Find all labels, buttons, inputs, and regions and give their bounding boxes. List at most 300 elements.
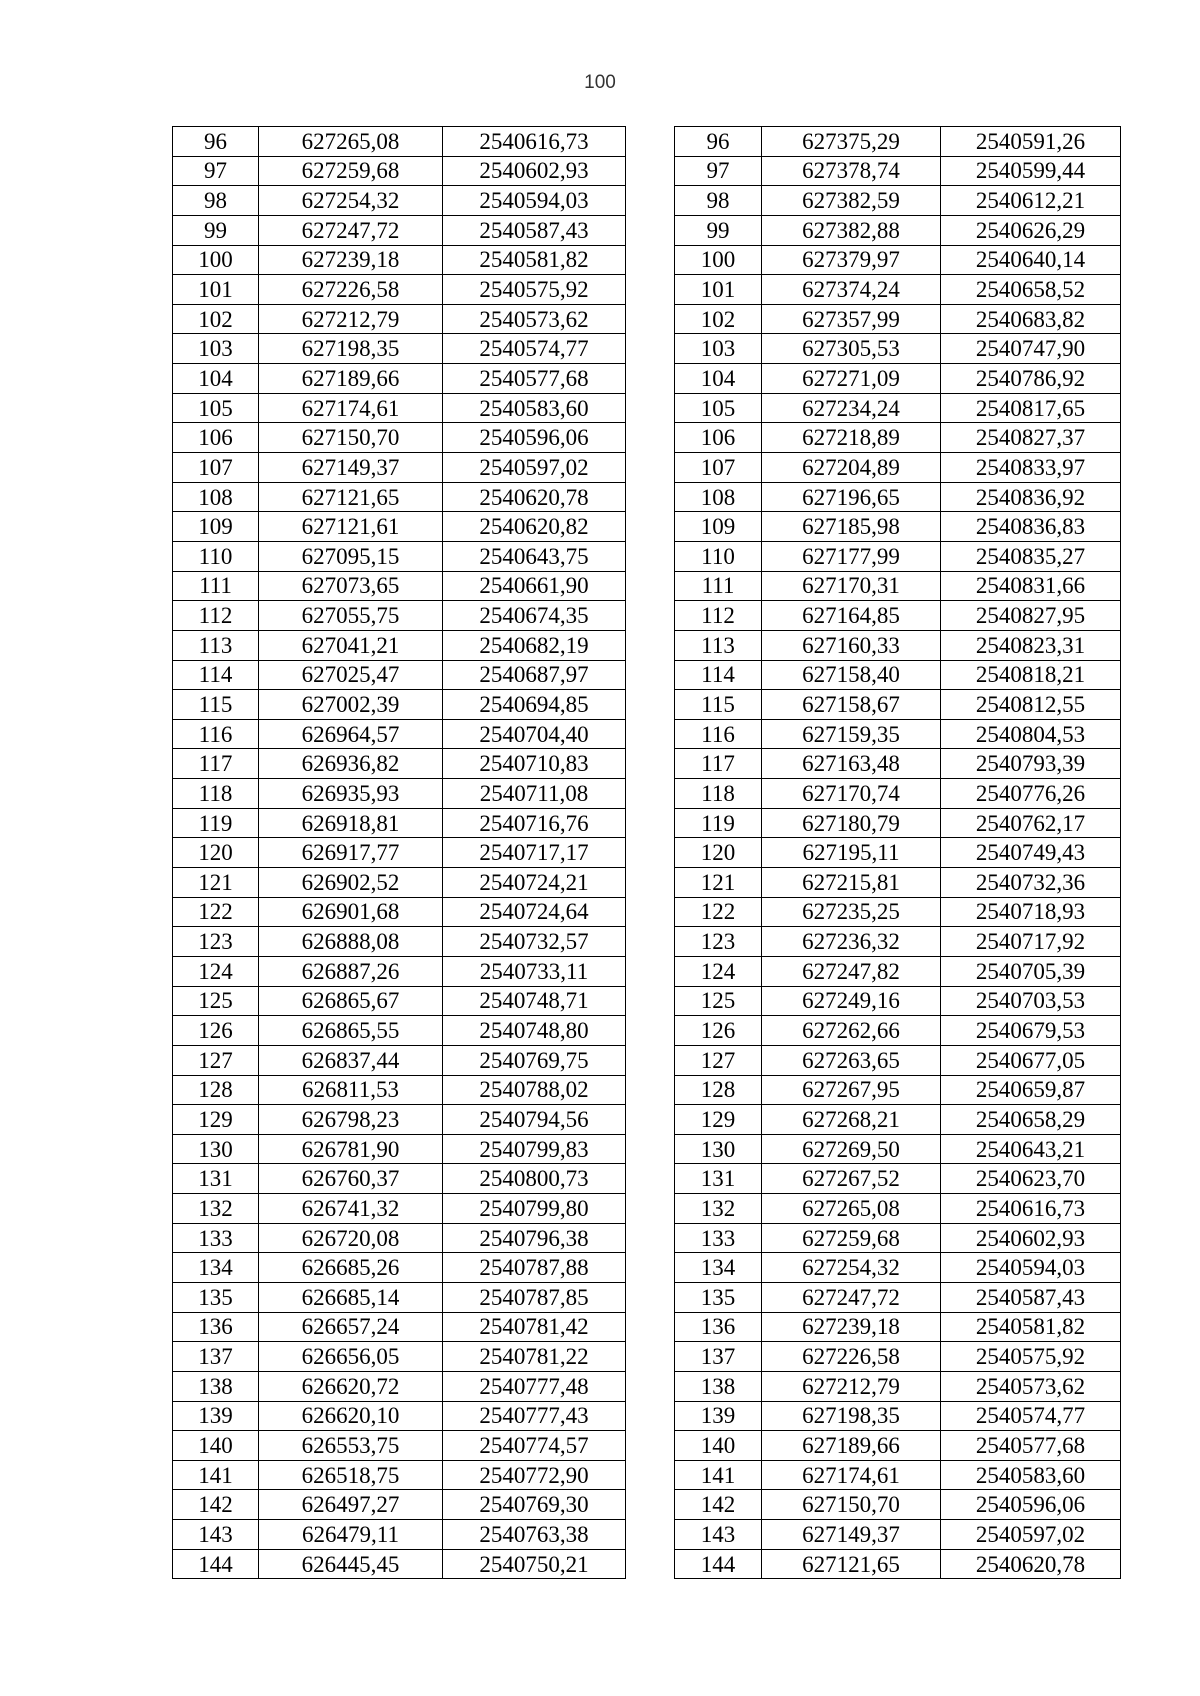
point-number-left: 112	[173, 601, 259, 631]
coordinates-table	[172, 126, 1121, 1579]
y-coordinate-left: 2540781,42	[443, 1312, 626, 1342]
column-gap	[626, 1312, 675, 1342]
column-gap	[626, 1490, 675, 1520]
y-coordinate-right: 2540683,82	[941, 304, 1121, 334]
x-coordinate-right: 627305,53	[762, 334, 941, 364]
table-row	[173, 127, 1121, 157]
x-coordinate-right: 627235,25	[762, 897, 941, 927]
x-coordinate-right: 627259,68	[762, 1223, 941, 1253]
y-coordinate-left: 2540682,19	[443, 630, 626, 660]
point-number-right: 114	[675, 660, 762, 690]
point-number-right: 132	[675, 1194, 762, 1224]
column-gap	[626, 512, 675, 542]
y-coordinate-right: 2540823,31	[941, 630, 1121, 660]
column-gap	[626, 838, 675, 868]
point-number-left: 108	[173, 482, 259, 512]
y-coordinate-left: 2540750,21	[443, 1549, 626, 1579]
x-coordinate-left: 627247,72	[259, 215, 443, 245]
x-coordinate-right: 627198,35	[762, 1401, 941, 1431]
y-coordinate-right: 2540594,03	[941, 1253, 1121, 1283]
point-number-left: 116	[173, 719, 259, 749]
point-number-right: 97	[675, 156, 762, 186]
point-number-left: 133	[173, 1223, 259, 1253]
x-coordinate-right: 627379,97	[762, 245, 941, 275]
point-number-right: 130	[675, 1134, 762, 1164]
point-number-left: 122	[173, 897, 259, 927]
y-coordinate-left: 2540710,83	[443, 749, 626, 779]
column-gap	[626, 927, 675, 957]
x-coordinate-left: 627174,61	[259, 393, 443, 423]
point-number-left: 141	[173, 1460, 259, 1490]
x-coordinate-right: 627170,31	[762, 571, 941, 601]
x-coordinate-left: 627212,79	[259, 304, 443, 334]
point-number-right: 143	[675, 1520, 762, 1550]
point-number-left: 106	[173, 423, 259, 453]
column-gap	[626, 1282, 675, 1312]
column-gap	[626, 304, 675, 334]
y-coordinate-left: 2540573,62	[443, 304, 626, 334]
x-coordinate-left: 626865,67	[259, 986, 443, 1016]
point-number-right: 127	[675, 1045, 762, 1075]
y-coordinate-left: 2540620,78	[443, 482, 626, 512]
column-gap	[626, 393, 675, 423]
x-coordinate-right: 627268,21	[762, 1105, 941, 1135]
table-row	[173, 1312, 1121, 1342]
point-number-right: 123	[675, 927, 762, 957]
y-coordinate-left: 2540717,17	[443, 838, 626, 868]
y-coordinate-right: 2540574,77	[941, 1401, 1121, 1431]
column-gap	[626, 1075, 675, 1105]
point-number-right: 133	[675, 1223, 762, 1253]
y-coordinate-left: 2540704,40	[443, 719, 626, 749]
table-row	[173, 630, 1121, 660]
table-row	[173, 1460, 1121, 1490]
x-coordinate-right: 627247,72	[762, 1282, 941, 1312]
point-number-right: 104	[675, 364, 762, 394]
y-coordinate-right: 2540602,93	[941, 1223, 1121, 1253]
table-row	[173, 808, 1121, 838]
point-number-left: 127	[173, 1045, 259, 1075]
table-row	[173, 364, 1121, 394]
point-number-left: 132	[173, 1194, 259, 1224]
point-number-right: 108	[675, 482, 762, 512]
point-number-right: 125	[675, 986, 762, 1016]
point-number-right: 101	[675, 275, 762, 305]
x-coordinate-right: 627382,88	[762, 215, 941, 245]
column-gap	[626, 690, 675, 720]
table-row	[173, 897, 1121, 927]
y-coordinate-right: 2540717,92	[941, 927, 1121, 957]
table-row	[173, 453, 1121, 483]
x-coordinate-right: 627254,32	[762, 1253, 941, 1283]
y-coordinate-left: 2540796,38	[443, 1223, 626, 1253]
x-coordinate-right: 627378,74	[762, 156, 941, 186]
point-number-right: 118	[675, 779, 762, 809]
point-number-left: 126	[173, 1016, 259, 1046]
y-coordinate-left: 2540769,30	[443, 1490, 626, 1520]
x-coordinate-right: 627267,52	[762, 1164, 941, 1194]
column-gap	[626, 156, 675, 186]
table-row	[173, 1223, 1121, 1253]
point-number-right: 128	[675, 1075, 762, 1105]
column-gap	[626, 1371, 675, 1401]
point-number-left: 100	[173, 245, 259, 275]
x-coordinate-left: 626918,81	[259, 808, 443, 838]
column-gap	[626, 127, 675, 157]
column-gap	[626, 1164, 675, 1194]
point-number-right: 116	[675, 719, 762, 749]
y-coordinate-right: 2540812,55	[941, 690, 1121, 720]
point-number-right: 144	[675, 1549, 762, 1579]
table-row	[173, 275, 1121, 305]
table-row	[173, 1342, 1121, 1372]
point-number-right: 138	[675, 1371, 762, 1401]
point-number-left: 101	[173, 275, 259, 305]
table-row	[173, 690, 1121, 720]
table-row	[173, 1401, 1121, 1431]
point-number-left: 113	[173, 630, 259, 660]
x-coordinate-left: 627041,21	[259, 630, 443, 660]
y-coordinate-left: 2540788,02	[443, 1075, 626, 1105]
table-row	[173, 334, 1121, 364]
y-coordinate-right: 2540836,83	[941, 512, 1121, 542]
x-coordinate-right: 627265,08	[762, 1194, 941, 1224]
column-gap	[626, 541, 675, 571]
point-number-left: 125	[173, 986, 259, 1016]
point-number-left: 142	[173, 1490, 259, 1520]
point-number-right: 139	[675, 1401, 762, 1431]
y-coordinate-left: 2540781,22	[443, 1342, 626, 1372]
point-number-right: 135	[675, 1282, 762, 1312]
point-number-left: 96	[173, 127, 259, 157]
column-gap	[626, 453, 675, 483]
x-coordinate-right: 627164,85	[762, 601, 941, 631]
point-number-left: 121	[173, 868, 259, 898]
y-coordinate-right: 2540620,78	[941, 1549, 1121, 1579]
table-row	[173, 1431, 1121, 1461]
table-row	[173, 1045, 1121, 1075]
table-row	[173, 1520, 1121, 1550]
y-coordinate-right: 2540836,92	[941, 482, 1121, 512]
point-number-right: 120	[675, 838, 762, 868]
x-coordinate-right: 627196,65	[762, 482, 941, 512]
y-coordinate-right: 2540623,70	[941, 1164, 1121, 1194]
y-coordinate-right: 2540573,62	[941, 1371, 1121, 1401]
table-row	[173, 1490, 1121, 1520]
table-row	[173, 1371, 1121, 1401]
point-number-left: 144	[173, 1549, 259, 1579]
x-coordinate-right: 627195,11	[762, 838, 941, 868]
y-coordinate-left: 2540799,83	[443, 1134, 626, 1164]
y-coordinate-left: 2540661,90	[443, 571, 626, 601]
table-row	[173, 1549, 1121, 1579]
point-number-left: 118	[173, 779, 259, 809]
y-coordinate-left: 2540748,71	[443, 986, 626, 1016]
column-gap	[626, 1401, 675, 1431]
point-number-right: 134	[675, 1253, 762, 1283]
y-coordinate-left: 2540748,80	[443, 1016, 626, 1046]
x-coordinate-right: 627121,65	[762, 1549, 941, 1579]
y-coordinate-right: 2540827,95	[941, 601, 1121, 631]
y-coordinate-left: 2540777,43	[443, 1401, 626, 1431]
x-coordinate-left: 626935,93	[259, 779, 443, 809]
column-gap	[626, 1105, 675, 1135]
point-number-right: 96	[675, 127, 762, 157]
y-coordinate-right: 2540599,44	[941, 156, 1121, 186]
x-coordinate-left: 627239,18	[259, 245, 443, 275]
y-coordinate-right: 2540591,26	[941, 127, 1121, 157]
y-coordinate-right: 2540658,29	[941, 1105, 1121, 1135]
column-gap	[626, 186, 675, 216]
x-coordinate-left: 627254,32	[259, 186, 443, 216]
column-gap	[626, 956, 675, 986]
table-row	[173, 719, 1121, 749]
x-coordinate-right: 627158,67	[762, 690, 941, 720]
point-number-left: 120	[173, 838, 259, 868]
point-number-left: 109	[173, 512, 259, 542]
column-gap	[626, 897, 675, 927]
point-number-left: 105	[173, 393, 259, 423]
column-gap	[626, 245, 675, 275]
column-gap	[626, 423, 675, 453]
point-number-right: 103	[675, 334, 762, 364]
y-coordinate-right: 2540575,92	[941, 1342, 1121, 1372]
x-coordinate-left: 627226,58	[259, 275, 443, 305]
column-gap	[626, 986, 675, 1016]
y-coordinate-left: 2540732,57	[443, 927, 626, 957]
y-coordinate-left: 2540763,38	[443, 1520, 626, 1550]
point-number-left: 104	[173, 364, 259, 394]
column-gap	[626, 1431, 675, 1461]
x-coordinate-right: 627262,66	[762, 1016, 941, 1046]
table-row	[173, 571, 1121, 601]
x-coordinate-left: 626497,27	[259, 1490, 443, 1520]
x-coordinate-left: 626518,75	[259, 1460, 443, 1490]
x-coordinate-left: 626936,82	[259, 749, 443, 779]
x-coordinate-left: 626917,77	[259, 838, 443, 868]
table-row	[173, 393, 1121, 423]
y-coordinate-left: 2540716,76	[443, 808, 626, 838]
table-row	[173, 423, 1121, 453]
x-coordinate-right: 627263,65	[762, 1045, 941, 1075]
table-row	[173, 1016, 1121, 1046]
y-coordinate-right: 2540793,39	[941, 749, 1121, 779]
x-coordinate-right: 627357,99	[762, 304, 941, 334]
y-coordinate-left: 2540711,08	[443, 779, 626, 809]
point-number-left: 128	[173, 1075, 259, 1105]
x-coordinate-left: 626798,23	[259, 1105, 443, 1135]
x-coordinate-left: 626865,55	[259, 1016, 443, 1046]
point-number-left: 134	[173, 1253, 259, 1283]
y-coordinate-right: 2540818,21	[941, 660, 1121, 690]
x-coordinate-right: 627149,37	[762, 1520, 941, 1550]
point-number-left: 115	[173, 690, 259, 720]
y-coordinate-left: 2540596,06	[443, 423, 626, 453]
y-coordinate-left: 2540581,82	[443, 245, 626, 275]
y-coordinate-right: 2540835,27	[941, 541, 1121, 571]
table-row	[173, 1105, 1121, 1135]
point-number-right: 115	[675, 690, 762, 720]
y-coordinate-right: 2540596,06	[941, 1490, 1121, 1520]
y-coordinate-left: 2540769,75	[443, 1045, 626, 1075]
x-coordinate-left: 626901,68	[259, 897, 443, 927]
point-number-left: 110	[173, 541, 259, 571]
x-coordinate-right: 627215,81	[762, 868, 941, 898]
x-coordinate-right: 627374,24	[762, 275, 941, 305]
y-coordinate-left: 2540777,48	[443, 1371, 626, 1401]
point-number-left: 107	[173, 453, 259, 483]
point-number-left: 99	[173, 215, 259, 245]
x-coordinate-left: 627002,39	[259, 690, 443, 720]
y-coordinate-right: 2540827,37	[941, 423, 1121, 453]
point-number-right: 124	[675, 956, 762, 986]
table-row	[173, 245, 1121, 275]
y-coordinate-left: 2540794,56	[443, 1105, 626, 1135]
x-coordinate-left: 626781,90	[259, 1134, 443, 1164]
x-coordinate-right: 627212,79	[762, 1371, 941, 1401]
x-coordinate-right: 627177,99	[762, 541, 941, 571]
x-coordinate-left: 627025,47	[259, 660, 443, 690]
x-coordinate-left: 627073,65	[259, 571, 443, 601]
column-gap	[626, 808, 675, 838]
x-coordinate-left: 626811,53	[259, 1075, 443, 1105]
table-row	[173, 1253, 1121, 1283]
y-coordinate-left: 2540594,03	[443, 186, 626, 216]
table-row	[173, 1194, 1121, 1224]
x-coordinate-right: 627375,29	[762, 127, 941, 157]
table-row	[173, 482, 1121, 512]
x-coordinate-right: 627382,59	[762, 186, 941, 216]
x-coordinate-right: 627150,70	[762, 1490, 941, 1520]
y-coordinate-left: 2540583,60	[443, 393, 626, 423]
y-coordinate-right: 2540583,60	[941, 1460, 1121, 1490]
y-coordinate-left: 2540643,75	[443, 541, 626, 571]
x-coordinate-right: 627180,79	[762, 808, 941, 838]
point-number-right: 137	[675, 1342, 762, 1372]
y-coordinate-left: 2540602,93	[443, 156, 626, 186]
x-coordinate-right: 627158,40	[762, 660, 941, 690]
coordinates-table-body	[173, 127, 1121, 1579]
y-coordinate-right: 2540776,26	[941, 779, 1121, 809]
column-gap	[626, 601, 675, 631]
column-gap	[626, 1223, 675, 1253]
point-number-right: 126	[675, 1016, 762, 1046]
x-coordinate-left: 626620,10	[259, 1401, 443, 1431]
x-coordinate-left: 627259,68	[259, 156, 443, 186]
table-row	[173, 660, 1121, 690]
table-row	[173, 838, 1121, 868]
y-coordinate-right: 2540640,14	[941, 245, 1121, 275]
y-coordinate-left: 2540587,43	[443, 215, 626, 245]
x-coordinate-left: 627095,15	[259, 541, 443, 571]
x-coordinate-right: 627236,32	[762, 927, 941, 957]
column-gap	[626, 1016, 675, 1046]
x-coordinate-left: 627198,35	[259, 334, 443, 364]
table-row	[173, 186, 1121, 216]
y-coordinate-left: 2540620,82	[443, 512, 626, 542]
point-number-right: 110	[675, 541, 762, 571]
y-coordinate-left: 2540687,97	[443, 660, 626, 690]
point-number-left: 114	[173, 660, 259, 690]
x-coordinate-left: 626620,72	[259, 1371, 443, 1401]
point-number-left: 123	[173, 927, 259, 957]
y-coordinate-right: 2540626,29	[941, 215, 1121, 245]
y-coordinate-right: 2540817,65	[941, 393, 1121, 423]
y-coordinate-left: 2540597,02	[443, 453, 626, 483]
x-coordinate-left: 626685,26	[259, 1253, 443, 1283]
column-gap	[626, 630, 675, 660]
x-coordinate-right: 627159,35	[762, 719, 941, 749]
column-gap	[626, 1342, 675, 1372]
x-coordinate-left: 626553,75	[259, 1431, 443, 1461]
y-coordinate-right: 2540703,53	[941, 986, 1121, 1016]
x-coordinate-left: 627121,61	[259, 512, 443, 542]
column-gap	[626, 275, 675, 305]
x-coordinate-left: 626656,05	[259, 1342, 443, 1372]
y-coordinate-left: 2540724,21	[443, 868, 626, 898]
x-coordinate-right: 627234,24	[762, 393, 941, 423]
column-gap	[626, 334, 675, 364]
x-coordinate-right: 627269,50	[762, 1134, 941, 1164]
x-coordinate-left: 627189,66	[259, 364, 443, 394]
x-coordinate-left: 626445,45	[259, 1549, 443, 1579]
y-coordinate-right: 2540786,92	[941, 364, 1121, 394]
point-number-right: 142	[675, 1490, 762, 1520]
y-coordinate-right: 2540587,43	[941, 1282, 1121, 1312]
column-gap	[626, 1520, 675, 1550]
x-coordinate-right: 627185,98	[762, 512, 941, 542]
point-number-right: 107	[675, 453, 762, 483]
column-gap	[626, 215, 675, 245]
y-coordinate-left: 2540674,35	[443, 601, 626, 631]
point-number-left: 111	[173, 571, 259, 601]
column-gap	[626, 719, 675, 749]
y-coordinate-left: 2540575,92	[443, 275, 626, 305]
y-coordinate-left: 2540799,80	[443, 1194, 626, 1224]
table-row	[173, 868, 1121, 898]
column-gap	[626, 660, 675, 690]
y-coordinate-right: 2540658,52	[941, 275, 1121, 305]
point-number-right: 136	[675, 1312, 762, 1342]
x-coordinate-right: 627226,58	[762, 1342, 941, 1372]
x-coordinate-left: 626760,37	[259, 1164, 443, 1194]
x-coordinate-right: 627163,48	[762, 749, 941, 779]
y-coordinate-right: 2540732,36	[941, 868, 1121, 898]
point-number-right: 102	[675, 304, 762, 334]
point-number-right: 105	[675, 393, 762, 423]
y-coordinate-right: 2540705,39	[941, 956, 1121, 986]
y-coordinate-left: 2540787,88	[443, 1253, 626, 1283]
column-gap	[626, 1549, 675, 1579]
y-coordinate-left: 2540574,77	[443, 334, 626, 364]
x-coordinate-right: 627218,89	[762, 423, 941, 453]
x-coordinate-left: 626887,26	[259, 956, 443, 986]
table-row	[173, 779, 1121, 809]
x-coordinate-left: 626479,11	[259, 1520, 443, 1550]
column-gap	[626, 482, 675, 512]
table-row	[173, 215, 1121, 245]
y-coordinate-right: 2540597,02	[941, 1520, 1121, 1550]
x-coordinate-left: 627055,75	[259, 601, 443, 631]
table-row	[173, 601, 1121, 631]
point-number-left: 98	[173, 186, 259, 216]
table-row	[173, 927, 1121, 957]
x-coordinate-right: 627271,09	[762, 364, 941, 394]
column-gap	[626, 868, 675, 898]
y-coordinate-left: 2540787,85	[443, 1282, 626, 1312]
x-coordinate-left: 626902,52	[259, 868, 443, 898]
point-number-left: 119	[173, 808, 259, 838]
